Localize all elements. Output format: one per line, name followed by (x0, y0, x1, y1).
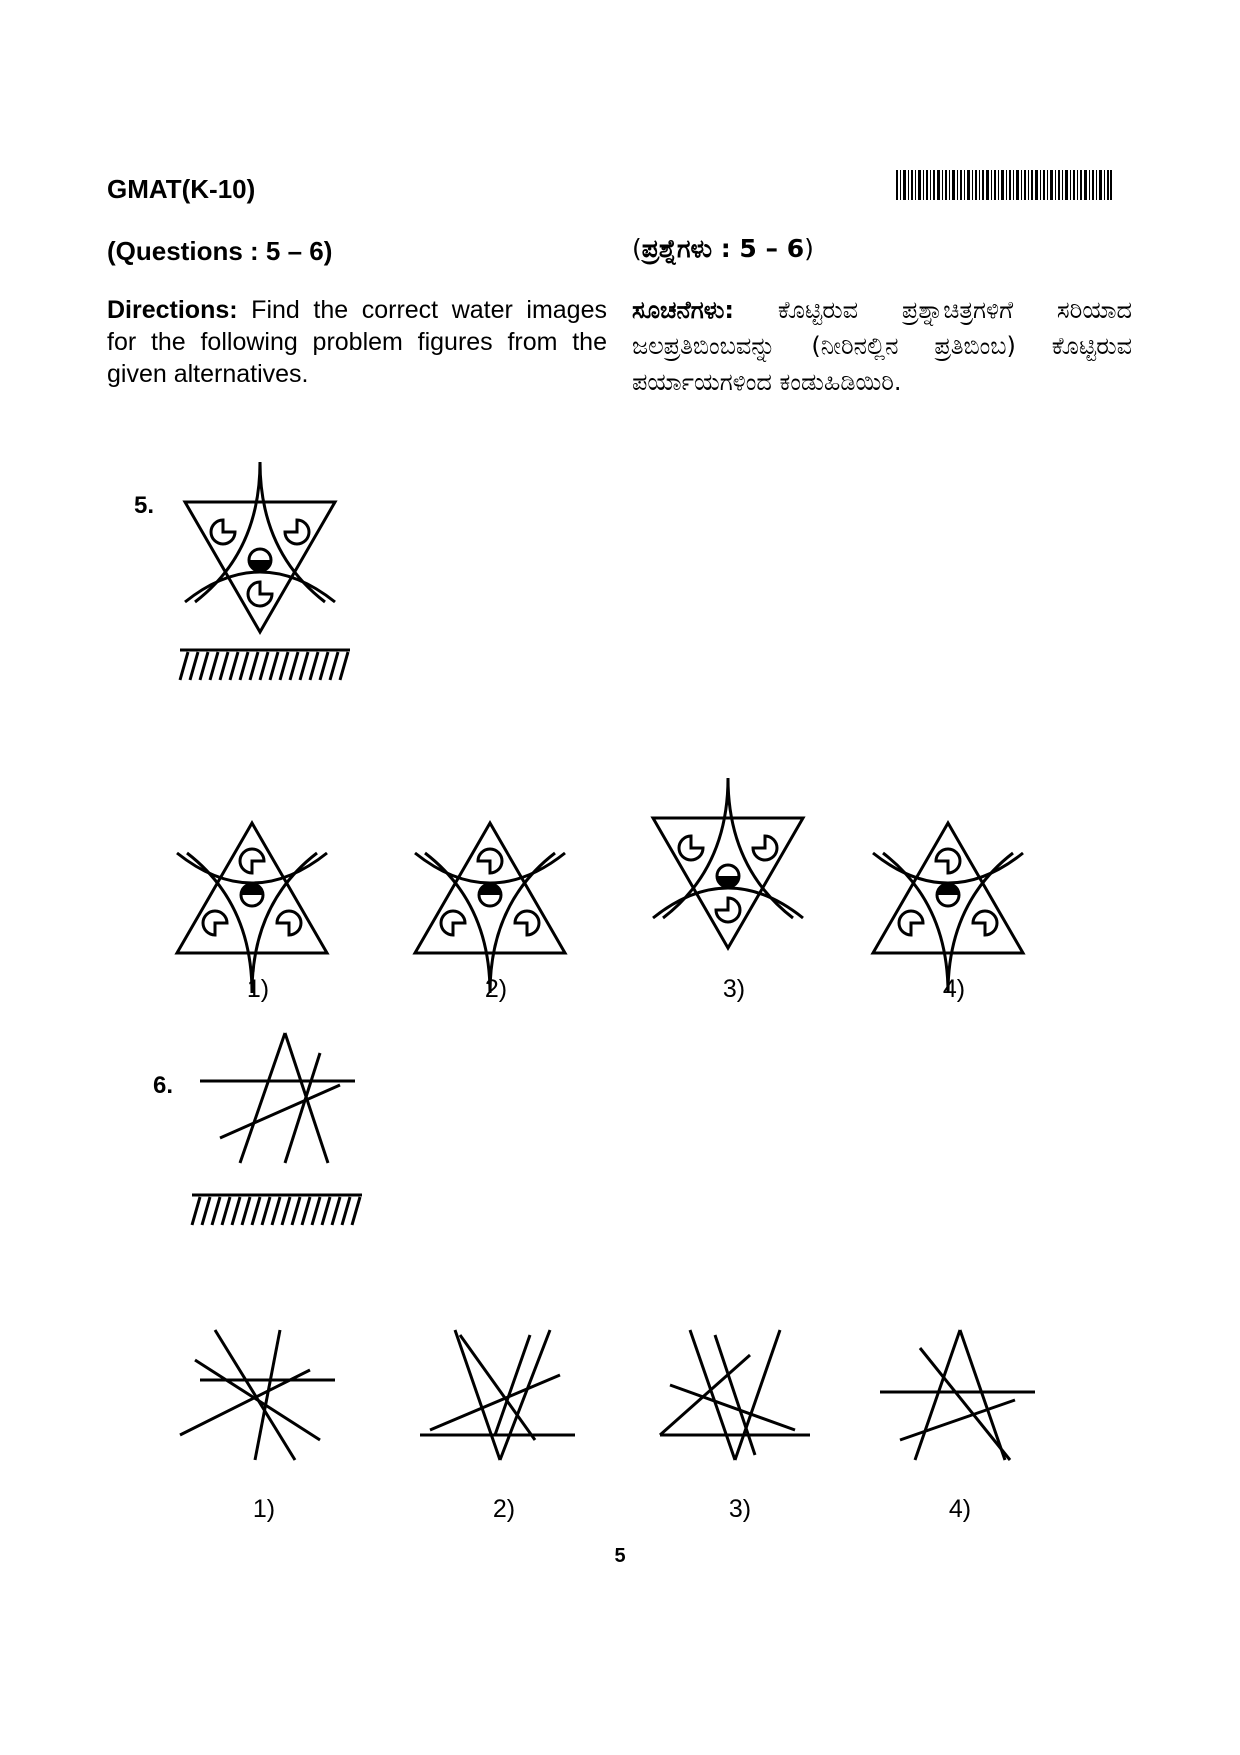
directions-kn (632, 292, 1132, 400)
question-5-figure (180, 462, 360, 692)
question-5-option-4-label[interactable]: 4) (942, 975, 966, 1003)
directions-text-kn: ಕೊಟ್ಟಿರುವ ಪ್ರಶ್ನಾಚಿತ್ರಗಳಿಗೆ ಸರಿಯಾದ ಜಲಪ್ರತಿಬಿಂಬವನ್ನು (ನೀರಿನಲ್ಲಿನ ಪ್ರತಿಬಿಂಬ) ಕೊಟ್ಟಿರುವ ಪರ್ಯಾಯಗಳಿಂದ ಕಂಡುಹಿಡಿಯಿರಿ. (632, 296, 1132, 396)
question-5-option-1-figure[interactable] (172, 778, 332, 958)
question-6-option-2-label[interactable]: 2) (492, 1495, 516, 1523)
directions-en (107, 294, 607, 390)
questions-range-kn: (ಪ್ರಶ್ನೆಗಳು : 5 – 6) (632, 234, 814, 263)
question-6-figure (190, 1033, 380, 1243)
question-5-option-3-label[interactable]: 3) (722, 975, 746, 1003)
question-5-number: 5. (134, 492, 155, 519)
questions-range-en: (Questions : 5 – 6) (107, 236, 333, 266)
question-5-option-2-label[interactable]: 2) (484, 975, 508, 1003)
question-6-number: 6. (153, 1072, 174, 1099)
directions-text-en: Find the correct water images for the following problem figures from the given alternatives. (107, 296, 607, 388)
question-6-option-1-figure[interactable] (180, 1330, 350, 1470)
question-5-option-4-figure[interactable] (868, 778, 1028, 958)
question-6-option-1-label[interactable]: 1) (252, 1495, 276, 1523)
question-6-option-2-figure[interactable] (420, 1330, 590, 1470)
question-5-option-1-label[interactable]: 1) (246, 975, 270, 1003)
paper-code: GMAT(K-10) (107, 174, 256, 204)
directions-label-kn: ಸೂಚನೆಗಳು: (632, 296, 734, 324)
question-5-option-3-figure[interactable] (648, 768, 808, 958)
directions-label-en: Directions: (107, 296, 238, 324)
question-6-option-4-label[interactable]: 4) (948, 1495, 972, 1523)
barcode (896, 170, 1112, 200)
page-number: 5 (614, 1545, 626, 1567)
question-6-option-3-figure[interactable] (655, 1330, 825, 1470)
question-6-option-4-figure[interactable] (880, 1330, 1050, 1470)
question-6-option-3-label[interactable]: 3) (728, 1495, 752, 1523)
question-5-option-2-figure[interactable] (410, 778, 570, 958)
